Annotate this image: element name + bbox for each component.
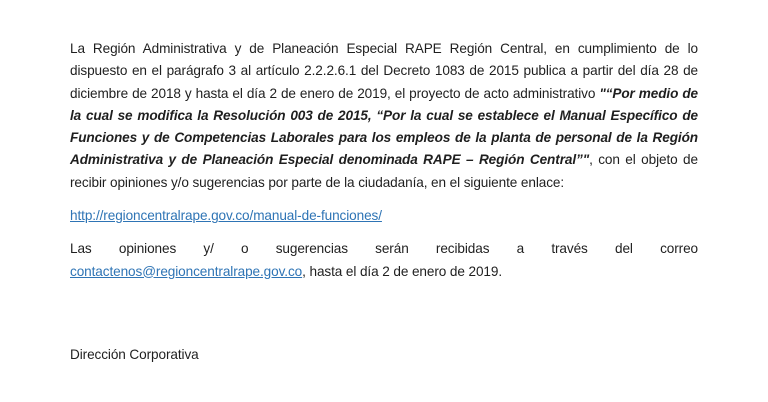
contact-email-link[interactable]: contactenos@regioncentralrape.gov.co bbox=[70, 263, 303, 279]
paragraph1-regular-end: , con el objeto de recibir opiniones y/o sugerencias por parte de la ciudadanía, en el siguiente enlace: bbox=[70, 152, 698, 190]
document-body bbox=[70, 38, 698, 294]
link-paragraph bbox=[70, 205, 698, 227]
opening-paragraph bbox=[70, 38, 698, 194]
contact-text-before-email: Las opiniones y/ o sugerencias serán recibidas a través del correo bbox=[70, 241, 698, 257]
signature: Dirección Corporativa bbox=[70, 347, 199, 362]
manual-de-funciones-link[interactable]: http://regioncentralrape.gov.co/manual-de-funciones/ bbox=[70, 208, 382, 224]
paragraph1-quoted-title: "“Por medio de la cual se modifica la Resolución 003 de 2015, “Por la cual se establece el Manual Específico de Funciones y de Competencias Laborales para los empleos de la planta de personal de la Región Administrativa y de Planeación Especial denominada RAPE – Región Central”" bbox=[70, 85, 699, 168]
paragraph1-regular-start: La Región Administrativa y de Planeación Especial RAPE Región Central, en cumplimiento de lo dispuesto en el parágrafo 3 al artículo 2.2.2.6.1 del Decreto 1083 de 2015 publica a partir del día 28 de diciembre de 2018 y hasta el día 2 de enero de 2019, el proyecto de acto administrativo bbox=[70, 41, 698, 101]
contact-paragraph bbox=[70, 238, 698, 283]
contact-text-after-email: , hasta el día 2 de enero de 2019. bbox=[302, 263, 503, 279]
